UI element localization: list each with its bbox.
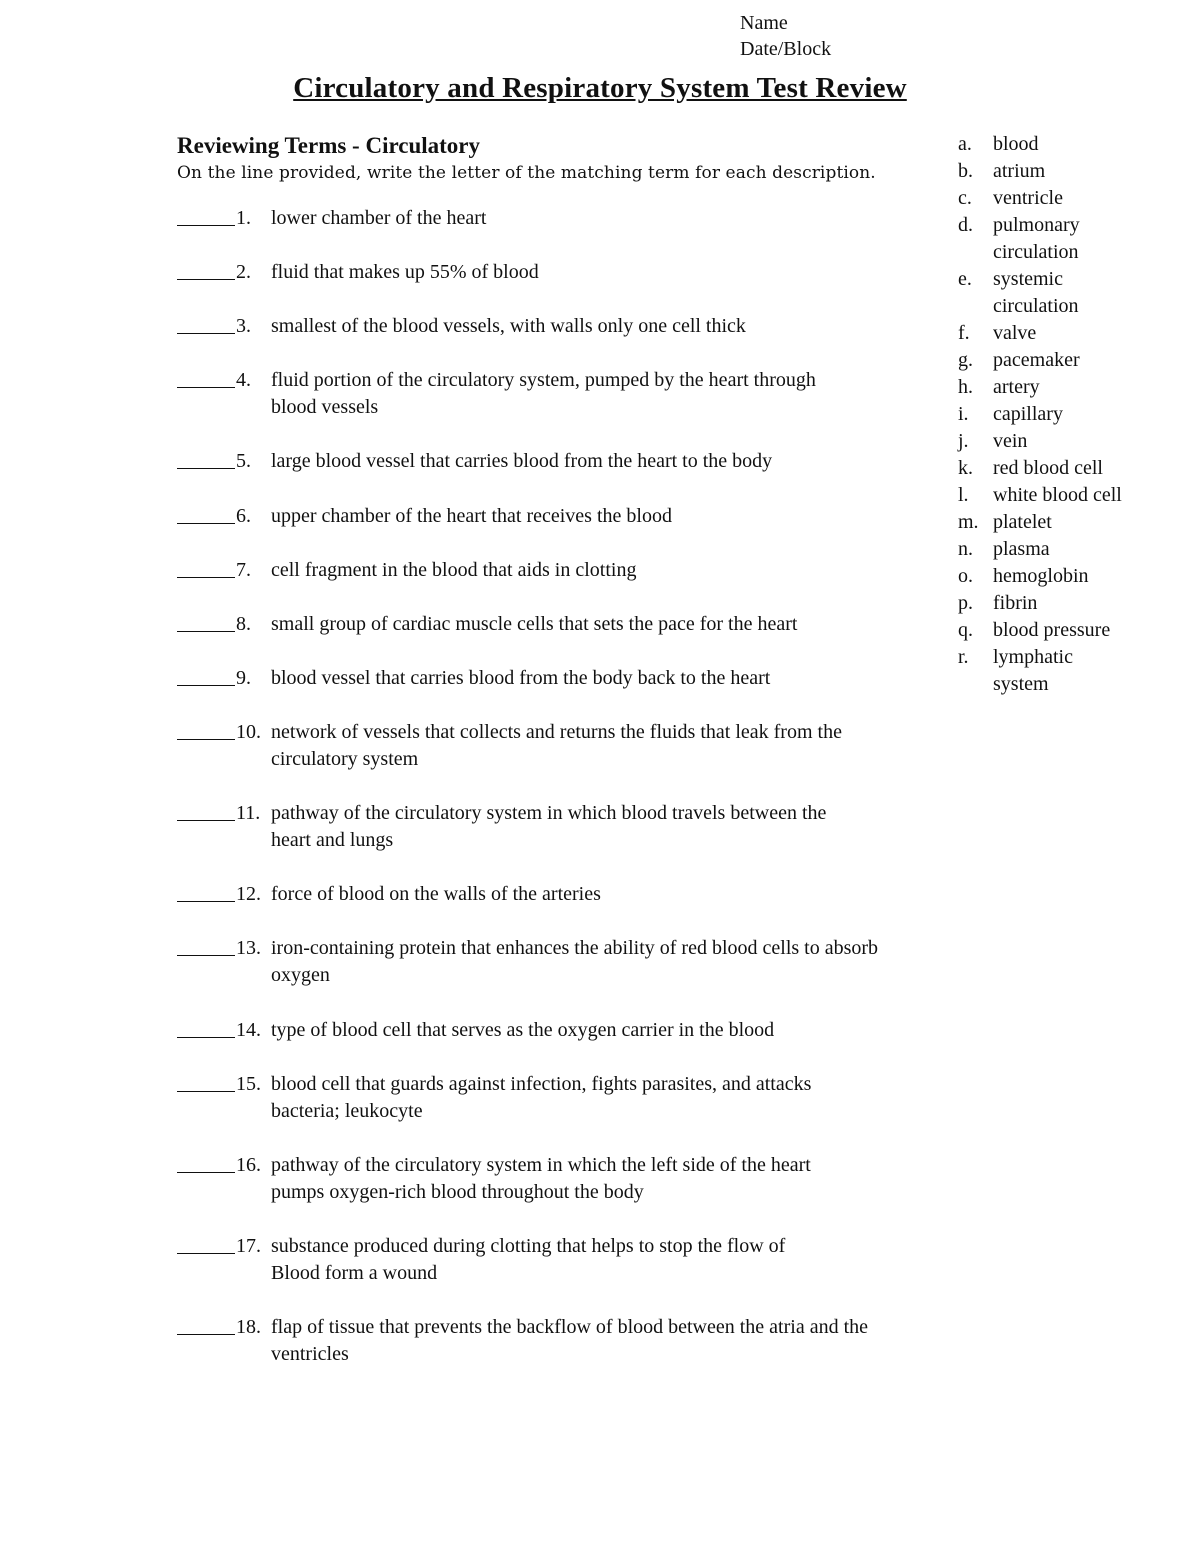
- instructions: On the line provided, write the letter of the matching term for each description.: [177, 163, 876, 183]
- term-letter: p.: [958, 592, 973, 614]
- question-text-continued: ventricles: [271, 1343, 349, 1365]
- answer-blank[interactable]: [177, 1152, 235, 1173]
- question-text-continued: bacteria; leukocyte: [271, 1100, 423, 1122]
- term-letter: d.: [958, 214, 973, 236]
- term-letter: l.: [958, 484, 969, 506]
- term-word: white blood cell: [993, 484, 1122, 506]
- question-item: [177, 1233, 786, 1284]
- question-item: [177, 557, 637, 586]
- question-number: 6.: [236, 505, 251, 527]
- term-word: circulation: [993, 241, 1079, 263]
- question-item: [177, 1152, 811, 1203]
- question-number: 14.: [236, 1019, 261, 1041]
- term-letter: n.: [958, 538, 973, 560]
- question-item: [177, 719, 842, 770]
- answer-blank[interactable]: [177, 665, 235, 686]
- question-item: [177, 935, 879, 986]
- answer-blank[interactable]: [177, 719, 235, 740]
- term-letter: b.: [958, 160, 973, 182]
- question-text: pathway of the circulatory system in which blood travels between the: [271, 802, 827, 824]
- question-item: [177, 1314, 869, 1365]
- question-text: blood cell that guards against infection, fights parasites, and attacks: [271, 1073, 812, 1095]
- question-number: 4.: [236, 369, 251, 391]
- answer-blank[interactable]: [177, 1017, 235, 1038]
- question-number: 11.: [236, 802, 261, 824]
- question-number: 16.: [236, 1154, 261, 1176]
- term-word: capillary: [993, 403, 1063, 425]
- question-item: [177, 1071, 812, 1122]
- term-letter: k.: [958, 457, 973, 479]
- term-letter: c.: [958, 187, 972, 209]
- question-text: fluid that makes up 55% of blood: [271, 261, 539, 283]
- question-text-continued: circulatory system: [271, 748, 419, 770]
- answer-blank[interactable]: [177, 935, 235, 956]
- term-word: hemoglobin: [993, 565, 1089, 587]
- term-letter: h.: [958, 376, 973, 398]
- question-item: [177, 1017, 775, 1046]
- answer-blank[interactable]: [177, 503, 235, 524]
- term-letter: f.: [958, 322, 970, 344]
- term-word: red blood cell: [993, 457, 1103, 479]
- question-text: type of blood cell that serves as the oxygen carrier in the blood: [271, 1019, 775, 1041]
- term-letter: m.: [958, 511, 979, 533]
- question-item: [177, 881, 601, 910]
- page-title: Circulatory and Respiratory System Test Review: [293, 72, 907, 104]
- answer-blank[interactable]: [177, 313, 235, 334]
- question-item: [177, 665, 771, 694]
- question-item: [177, 313, 746, 342]
- answer-blank[interactable]: [177, 800, 235, 821]
- term-word: atrium: [993, 160, 1046, 182]
- answer-blank[interactable]: [177, 1071, 235, 1092]
- question-text: pathway of the circulatory system in which the left side of the heart: [271, 1154, 811, 1176]
- term-word: artery: [993, 376, 1040, 398]
- question-text-continued: oxygen: [271, 964, 330, 986]
- term-word: circulation: [993, 295, 1079, 317]
- term-word: fibrin: [993, 592, 1038, 614]
- term-word: platelet: [993, 511, 1052, 533]
- question-number: 9.: [236, 667, 251, 689]
- question-text: upper chamber of the heart that receives the blood: [271, 505, 672, 527]
- question-text: network of vessels that collects and returns the fluids that leak from the: [271, 721, 842, 743]
- term-word: blood pressure: [993, 619, 1111, 641]
- question-text: cell fragment in the blood that aids in clotting: [271, 559, 637, 581]
- term-letter: e.: [958, 268, 972, 290]
- question-number: 13.: [236, 937, 261, 959]
- term-word: vein: [993, 430, 1028, 452]
- date-block-label: Date/Block: [740, 38, 832, 60]
- question-item: [177, 205, 487, 234]
- answer-blank[interactable]: [177, 881, 235, 902]
- question-item: [177, 259, 539, 288]
- question-number: 12.: [236, 883, 261, 905]
- term-word: valve: [993, 322, 1037, 344]
- question-text: blood vessel that carries blood from the body back to the heart: [271, 667, 771, 689]
- answer-blank[interactable]: [177, 1314, 235, 1335]
- answer-blank[interactable]: [177, 367, 235, 388]
- question-number: 5.: [236, 450, 251, 472]
- answer-blank[interactable]: [177, 205, 235, 226]
- answer-blank[interactable]: [177, 448, 235, 469]
- question-text: substance produced during clotting that helps to stop the flow of: [271, 1235, 786, 1257]
- answer-blank[interactable]: [177, 1233, 235, 1254]
- question-text-continued: pumps oxygen-rich blood throughout the body: [271, 1181, 644, 1203]
- question-number: 18.: [236, 1316, 261, 1338]
- section-heading: Reviewing Terms - Circulatory: [177, 133, 481, 158]
- question-number: 1.: [236, 207, 251, 229]
- question-number: 8.: [236, 613, 251, 635]
- term-letter: i.: [958, 403, 969, 425]
- answer-blank[interactable]: [177, 611, 235, 632]
- term-word: plasma: [993, 538, 1050, 560]
- question-text: fluid portion of the circulatory system, pumped by the heart through: [271, 369, 816, 391]
- question-number: 10.: [236, 721, 261, 743]
- question-item: [177, 611, 798, 640]
- question-text: force of blood on the walls of the arteries: [271, 883, 601, 905]
- term-word: pacemaker: [993, 349, 1080, 371]
- question-text: iron-containing protein that enhances the ability of red blood cells to absorb: [271, 937, 879, 959]
- question-text: small group of cardiac muscle cells that sets the pace for the heart: [271, 613, 798, 635]
- question-item: [177, 800, 827, 851]
- question-number: 15.: [236, 1073, 261, 1095]
- term-letter: r.: [958, 646, 969, 668]
- answer-blank[interactable]: [177, 557, 235, 578]
- answer-blank[interactable]: [177, 259, 235, 280]
- term-letter: o.: [958, 565, 973, 587]
- question-text: lower chamber of the heart: [271, 207, 487, 229]
- term-letter: g.: [958, 349, 973, 371]
- term-word: blood: [993, 133, 1039, 155]
- question-item: [177, 448, 773, 477]
- question-text-continued: heart and lungs: [271, 829, 394, 851]
- question-text-continued: Blood form a wound: [271, 1262, 438, 1284]
- term-word: lymphatic: [993, 646, 1073, 668]
- question-text: flap of tissue that prevents the backflow of blood between the atria and the: [271, 1316, 869, 1338]
- term-letter: j.: [958, 430, 969, 452]
- question-number: 3.: [236, 315, 251, 337]
- question-item: [177, 367, 816, 418]
- term-word: system: [993, 673, 1049, 695]
- term-word: pulmonary: [993, 214, 1080, 236]
- question-number: 2.: [236, 261, 251, 283]
- question-text: smallest of the blood vessels, with walls only one cell thick: [271, 315, 746, 337]
- term-word: systemic: [993, 268, 1063, 290]
- name-label: Name: [740, 12, 788, 34]
- term-letter: a.: [958, 133, 972, 155]
- term-word: ventricle: [993, 187, 1063, 209]
- question-number: 17.: [236, 1235, 261, 1257]
- term-letter: q.: [958, 619, 973, 641]
- question-item: [177, 503, 672, 532]
- question-text: large blood vessel that carries blood from the heart to the body: [271, 450, 773, 472]
- question-text-continued: blood vessels: [271, 396, 379, 418]
- question-number: 7.: [236, 559, 251, 581]
